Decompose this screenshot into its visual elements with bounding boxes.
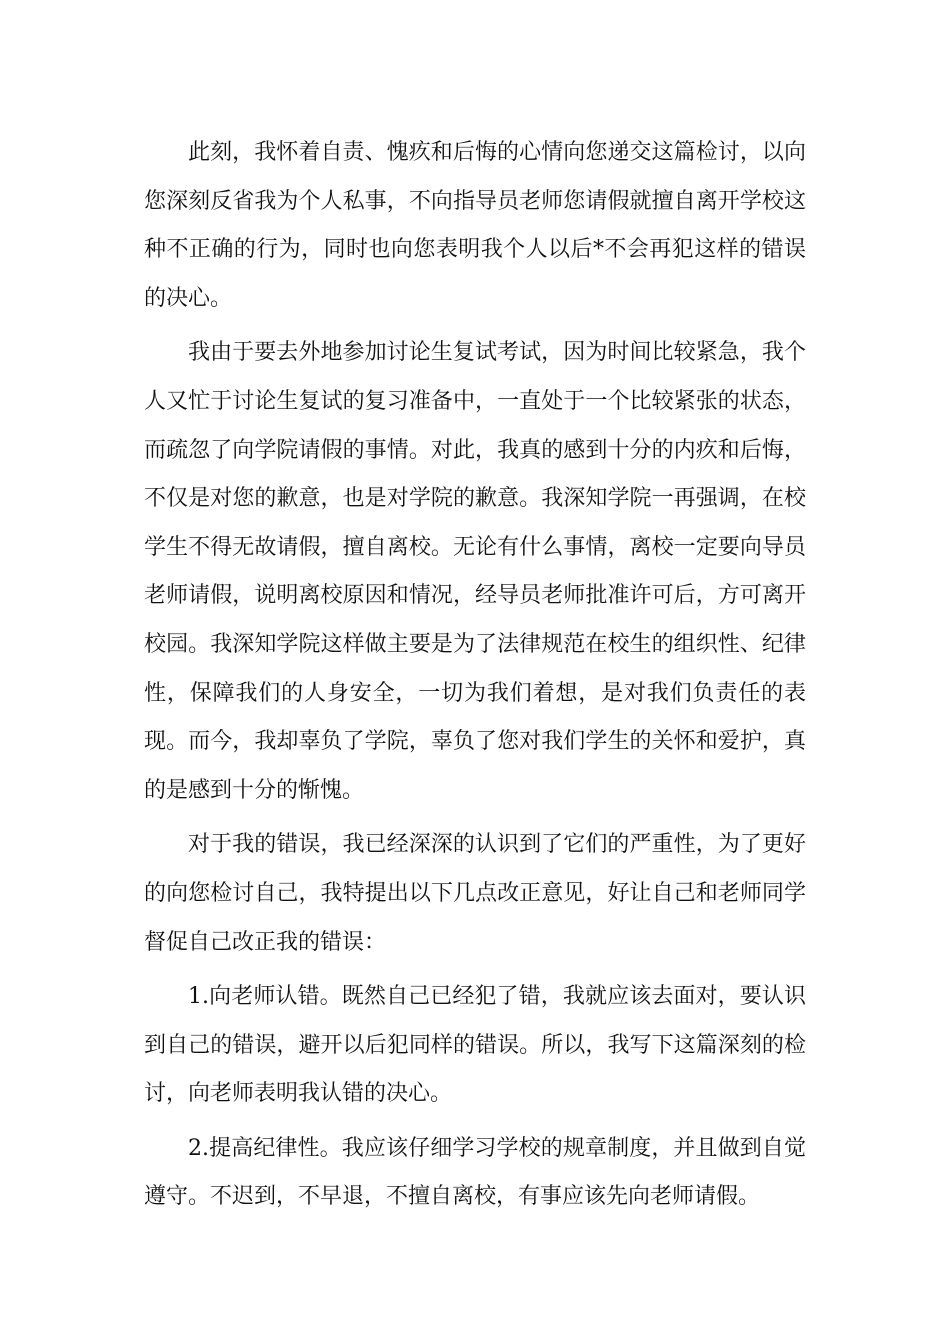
document-body (144, 129, 806, 1228)
paragraph-point-2: 2.提高纪律性。我应该仔细学习学校的规章制度，并且做到自觉遵守。不迟到，不早退，不擅自离校，有事应该先向老师请假。 (144, 1135, 806, 1210)
paragraph-point-1: 1.向老师认错。既然自己已经犯了错，我就应该去面对，要认识到自己的错误，避开以后犯同样的错误。所以，我写下这篇深刻的检讨，向老师表明我认错的决心。 (144, 984, 806, 1107)
paragraph-reason: 我由于要去外地参加讨论生复试考试，因为时间比较紧急，我个人又忙于讨论生复试的复习准备中，一直处于一个比较紧张的状态，而疏忽了向学院请假的事情。对此，我真的感到十分的内疚和后悔，不仅是对您的歉意，也是对学院的歉意。我深知学院一再强调，在校学生不得无故请假，擅自离校。无论有什么事情，离校一定要向导员老师请假，说明离校原因和情况，经导员老师批准许可后，方可离开校园。我深知学院这样做主要是为了法律规范在校生的组织性、纪律性，保障我们的人身安全，一切为我们着想，是对我们负责任的表现。而今，我却辜负了学院，辜负了您对我们学生的关怀和爱护，真的是感到十分的惭愧。 (144, 340, 806, 803)
paragraph-commitment: 对于我的错误，我已经深深的认识到了它们的严重性，为了更好的向您检讨自己，我特提出以下几点改正意见，好让自己和老师同学督促自己改正我的错误： (144, 832, 806, 955)
paragraph-intro: 此刻，我怀着自责、愧疚和后悔的心情向您递交这篇检讨，以向您深刻反省我为个人私事，不向指导员老师您请假就擅自离开学校这种不正确的行为，同时也向您表明我个人以后*不会再犯这样的错误的决心。 (144, 140, 806, 311)
